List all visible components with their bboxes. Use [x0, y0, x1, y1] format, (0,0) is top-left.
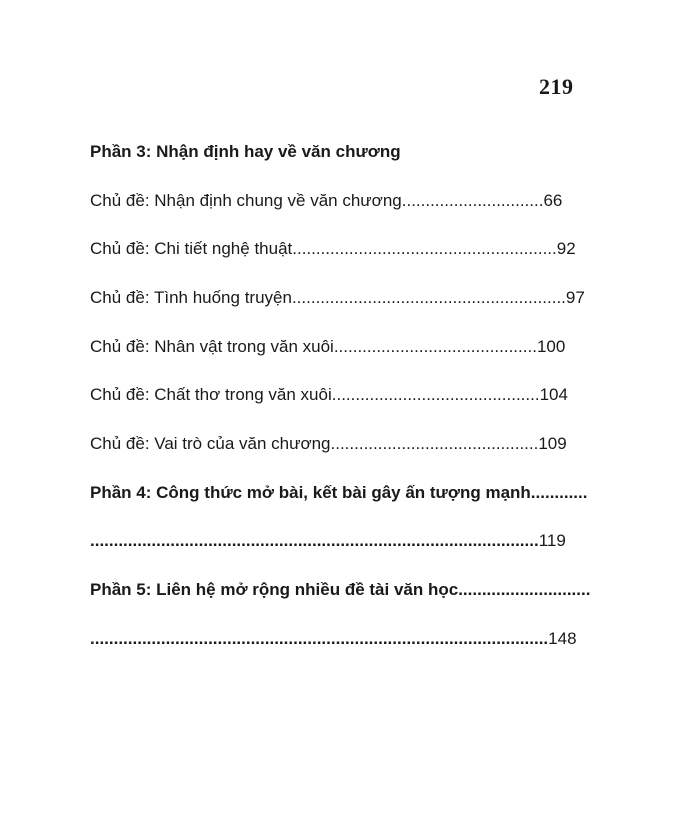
toc-entry-continuation — [90, 628, 577, 650]
toc-entry-page: 100 — [536, 337, 566, 356]
toc-section-4 — [90, 482, 587, 504]
toc-entry-page: 97 — [565, 288, 585, 307]
toc-entry — [90, 433, 567, 455]
toc-entry — [90, 238, 576, 260]
toc-leader-dots: ........................................... — [333, 337, 537, 356]
toc-entry-title: Chủ đề: Chất thơ trong văn xuôi — [90, 385, 332, 404]
toc-leader-dots: .............................. — [401, 191, 544, 210]
toc-entry-continuation — [90, 530, 566, 552]
toc-entry-title: Phần 5: Liên hệ mở rộng nhiều đề tài văn học — [90, 580, 459, 599]
toc-entry-title: Chủ đề: Vai trò của văn chương — [90, 434, 331, 453]
toc-entry — [90, 384, 568, 406]
toc-entry-page: 109 — [538, 434, 567, 453]
toc-entry-page: 92 — [556, 239, 576, 258]
toc-entry — [90, 336, 565, 358]
toc-entry-title: Chủ đề: Chi tiết nghệ thuật — [90, 239, 293, 258]
toc-entry-title: Phần 3: Nhận định hay về văn chương — [90, 142, 401, 161]
toc-section-5 — [90, 579, 590, 601]
toc-leader-dots: ............ — [530, 483, 588, 502]
toc-entry-title: Phần 4: Công thức mở bài, kết bài gây ấn tượng mạnh — [90, 483, 531, 502]
toc-section-3 — [90, 141, 401, 163]
toc-leader-dots: .......................................................... — [291, 288, 566, 307]
toc-entry — [90, 287, 585, 309]
toc-entry-title: Chủ đề: Nhân vật trong văn xuôi — [90, 337, 334, 356]
toc-entry-title: Chủ đề: Tình huống truyện — [90, 288, 292, 307]
toc-leader-dots: ............................................ — [330, 434, 539, 453]
toc-entry-title: Chủ đề: Nhận định chung về văn chương — [90, 191, 402, 210]
toc-leader-dots: ............................................ — [331, 385, 540, 404]
toc-entry — [90, 190, 562, 212]
toc-leader-dots: ............................................................................................... — [90, 531, 539, 550]
toc-entry-page: 66 — [543, 191, 563, 210]
toc-leader-dots: ............................ — [458, 580, 591, 599]
toc-entry-page: 119 — [538, 531, 566, 550]
toc-leader-dots: ........................................................ — [292, 239, 557, 258]
toc-entry-page: 148 — [548, 629, 577, 648]
toc-leader-dots: ................................................................................................. — [90, 629, 549, 648]
page-number: 219 — [539, 74, 574, 99]
toc-entry-page: 104 — [539, 385, 568, 404]
